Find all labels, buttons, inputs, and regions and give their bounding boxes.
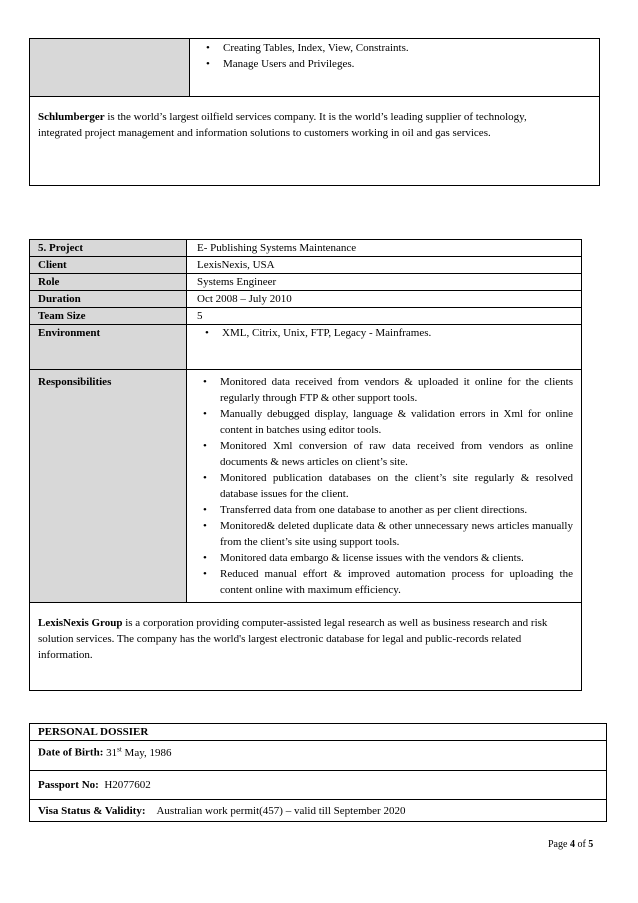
- responsibilities-list: [195, 374, 573, 598]
- company-description-text: is the world’s largest oilfield services company. It is the world’s leading supplier of technology, integrated project management and information solutions to customers working in oil and gas services.: [38, 111, 527, 139]
- passport-value: H2077602: [104, 779, 151, 791]
- project4-bullets-cell: [190, 39, 600, 97]
- company-name: LexisNexis Group: [38, 617, 123, 629]
- footer-page-word: Page: [548, 839, 568, 850]
- list-item: • Monitored Xml conversion of raw data received from vendors as online documents & news articles on client’s site.: [195, 438, 573, 470]
- project4-label-cell: [30, 39, 190, 97]
- dob-suffix: st: [117, 745, 122, 753]
- dossier-passport-row: [30, 771, 607, 800]
- list-item: • Manually debugged display, language & validation errors in Xml for online content in batches using editor tools.: [195, 406, 573, 438]
- list-item: • Monitored data received from vendors & uploaded it online for the clients regularly through FTP & other support tools.: [195, 374, 573, 406]
- footer-current-page: 4: [569, 839, 575, 850]
- field-value-responsibilities: [187, 370, 582, 603]
- dob-day: 31: [106, 746, 118, 759]
- project4-table: [29, 38, 600, 186]
- project4-company-cell: [30, 97, 600, 186]
- dossier-dob-row: [30, 741, 607, 771]
- list-item: • Reduced manual effort & improved automation process for uploading the content online with maximum efficiency.: [195, 566, 573, 598]
- dossier-title: PERSONAL DOSSIER: [30, 724, 607, 741]
- visa-label: Visa Status & Validity:: [38, 804, 146, 817]
- dob-rest: May, 1986: [121, 746, 172, 759]
- project5-company-cell: [30, 603, 582, 691]
- list-item: • Monitored data embargo & license issues with the vendors & clients.: [195, 550, 573, 566]
- dob-value: [106, 747, 171, 759]
- field-label-duration: Duration: [30, 291, 187, 308]
- company-description: [38, 109, 558, 141]
- personal-dossier-table: [29, 723, 607, 822]
- field-label-responsibilities: Responsibilities: [30, 370, 187, 603]
- project4-bullet-list: [198, 40, 591, 72]
- field-label-team-size: Team Size: [30, 308, 187, 325]
- company-description: [38, 615, 548, 663]
- list-item: • Monitored publication databases on the client’s site regularly & resolved database issues for the client.: [195, 470, 573, 502]
- field-value-role: Systems Engineer: [187, 274, 582, 291]
- environment-list: [197, 325, 573, 341]
- field-label-client: Client: [30, 257, 187, 274]
- footer-total-pages: 5: [588, 839, 594, 850]
- list-item: • Manage Users and Privileges.: [198, 56, 591, 72]
- field-value-client: LexisNexis, USA: [187, 257, 582, 274]
- visa-value: Australian work permit(457) – valid till September 2020: [156, 804, 406, 817]
- list-item: • XML, Citrix, Unix, FTP, Legacy - Mainframes.: [197, 325, 573, 341]
- field-value-environment: [187, 325, 582, 370]
- dossier-visa-row: [30, 800, 607, 822]
- list-item: • Transferred data from one database to another as per client directions.: [195, 502, 573, 518]
- company-name: Schlumberger: [38, 111, 105, 123]
- project5-table: [29, 239, 582, 691]
- page-footer: [548, 837, 593, 853]
- company-description-text: is a corporation providing computer-assisted legal research as well as business research and risk solution services. The company has the world's largest electronic database for legal and public-records related information.: [38, 617, 548, 661]
- list-item: • Creating Tables, Index, View, Constraints.: [198, 40, 591, 56]
- field-label-project: 5. Project: [30, 240, 187, 257]
- footer-of-word: of: [577, 839, 586, 850]
- field-label-environment: Environment: [30, 325, 187, 370]
- dob-label: Date of Birth:: [38, 746, 104, 759]
- field-value-team-size: 5: [187, 308, 582, 325]
- field-value-project: E- Publishing Systems Maintenance: [187, 240, 582, 257]
- list-item: • Monitored& deleted duplicate data & other unnecessary news articles manually from the client’s site using support tools.: [195, 518, 573, 550]
- field-label-role: Role: [30, 274, 187, 291]
- passport-label: Passport No:: [38, 779, 99, 791]
- field-value-duration: Oct 2008 – July 2010: [187, 291, 582, 308]
